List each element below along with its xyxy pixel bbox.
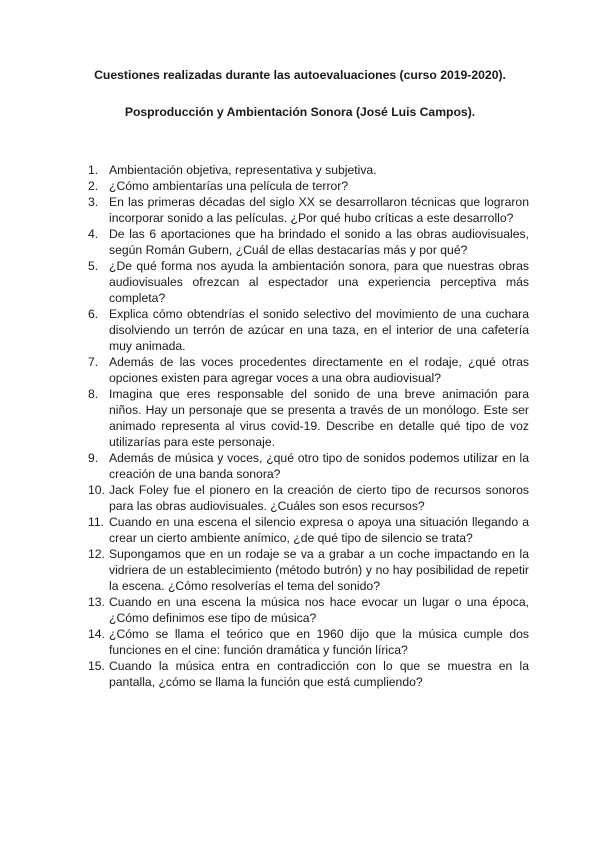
question-item — [0, 258, 600, 306]
document-subtitle: Posproducción y Ambientación Sonora (José Luis Campos). — [124, 105, 476, 119]
question-number: 6. — [88, 307, 99, 321]
question-item — [0, 658, 600, 690]
question-text: En las primeras décadas del siglo XX se desarrollaron técnicas que lograron incorporar sonido a las películas. ¿Por qué hubo críticas a este desarrollo? — [109, 195, 529, 225]
question-number: 4. — [88, 227, 99, 241]
document-title: Cuestiones realizadas durante las autoevaluaciones (curso 2019-2020). — [94, 68, 506, 82]
question-text: Además de música y voces, ¿qué otro tipo de sonidos podemos utilizar en la creación de una banda sonora? — [109, 451, 529, 481]
question-text: Ambientación objetiva, representativa y subjetiva. — [109, 163, 377, 177]
question-number: 5. — [88, 259, 99, 273]
question-number: 12. — [88, 547, 105, 561]
question-number: 10. — [88, 483, 105, 497]
question-item — [0, 354, 600, 386]
question-text: Explica cómo obtendrías el sonido selectivo del movimiento de una cuchara disolviendo un terrón de azúcar en una taza, en el interior de una cafetería muy animada. — [109, 307, 529, 353]
question-item — [0, 306, 600, 354]
question-item — [0, 194, 600, 226]
question-text: De las 6 aportaciones que ha brindado el sonido a las obras audiovisuales, según Román Gubern, ¿Cuál de ellas destacarías más y por qué? — [109, 227, 529, 257]
question-text: Cuando la música entra en contradicción con lo que se muestra en la pantalla, ¿cómo se llama la función que está cumpliendo? — [109, 659, 529, 689]
question-item — [0, 626, 600, 658]
question-number: 8. — [88, 387, 99, 401]
question-number: 14. — [88, 627, 105, 641]
question-text: Jack Foley fue el pionero en la creación de cierto tipo de recursos sonoros para las obras audiovisuales. ¿Cuáles son esos recursos? — [109, 483, 529, 513]
question-number: 9. — [88, 451, 99, 465]
question-number: 1. — [88, 163, 99, 177]
question-item — [0, 450, 600, 482]
question-number: 2. — [88, 179, 99, 193]
question-item — [0, 514, 600, 546]
question-item — [0, 178, 600, 194]
question-text: Supongamos que en un rodaje se va a grabar a un coche impactando en la vidriera de un establecimiento (método butrón) y no hay posibilidad de repetir la escena. ¿Cómo resolverías el tema del sonido? — [109, 547, 529, 593]
question-item — [0, 594, 600, 626]
question-number: 3. — [88, 195, 99, 209]
question-item — [0, 226, 600, 258]
question-text: Además de las voces procedentes directamente en el rodaje, ¿qué otras opciones existen para agregar voces a una obra audiovisual? — [109, 355, 529, 385]
question-number: 7. — [88, 355, 99, 369]
question-item — [0, 386, 600, 450]
question-item — [0, 482, 600, 514]
question-text: Cuando en una escena el silencio expresa o apoya una situación llegando a crear un cierto ambiente anímico, ¿de qué tipo de silencio se trata? — [109, 515, 529, 545]
question-text: Imagina que eres responsable del sonido de una breve animación para niños. Hay un personaje que se presenta a través de un monólogo. Este ser animado representa al virus covid-19. Describe en detalle qué tipo de voz utilizarías para este personaje. — [109, 387, 529, 449]
question-text: ¿De qué forma nos ayuda la ambientación sonora, para que nuestras obras audiovisuales ofrezcan al espectador una experiencia perceptiva más completa? — [109, 259, 529, 305]
question-number: 11. — [88, 515, 105, 529]
question-number: 13. — [88, 595, 105, 609]
question-text: ¿Cómo se llama el teórico que en 1960 dijo que la música cumple dos funciones en el cine: función dramática y función lírica? — [109, 627, 529, 657]
question-list — [0, 162, 600, 690]
question-item — [0, 546, 600, 594]
question-text: Cuando en una escena la música nos hace evocar un lugar o una época, ¿Cómo definimos ese tipo de música? — [109, 595, 529, 625]
question-text: ¿Cómo ambientarías una película de terror? — [109, 179, 349, 193]
question-number: 15. — [88, 659, 105, 673]
question-item — [0, 162, 600, 178]
